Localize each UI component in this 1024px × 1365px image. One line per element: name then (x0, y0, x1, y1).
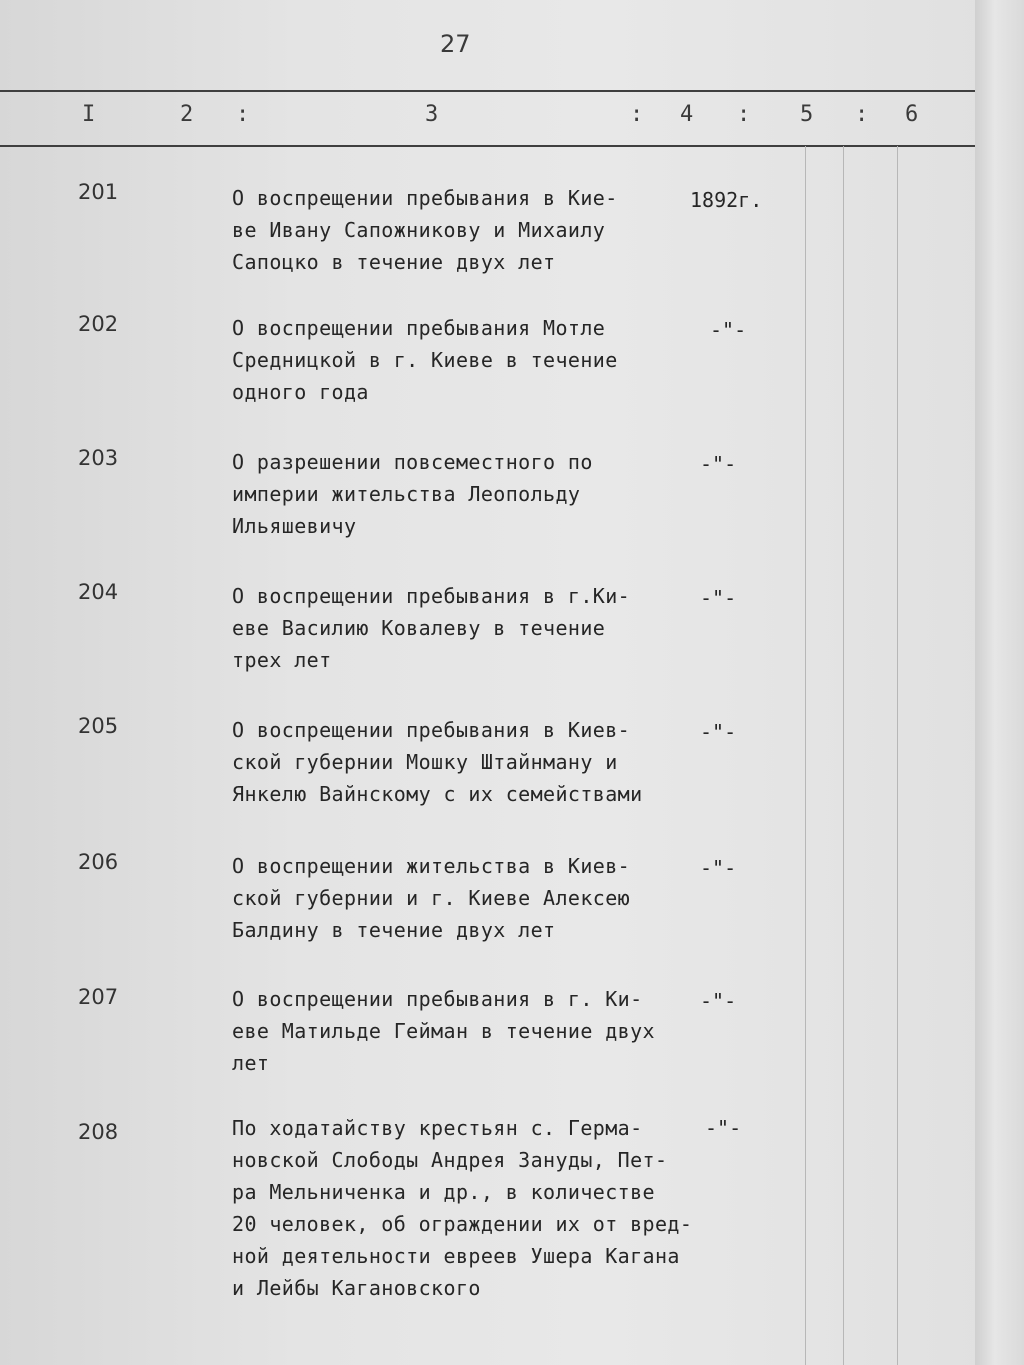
entry-text: О воспрещении пребывания в Киев- ской губернии Мошку Штайнману и Янкелю Вайнскому с их семействами (232, 718, 643, 806)
entry-text: О воспрещении пребывания в Кие- ве Ивану Сапожникову и Михаилу Сапоцко в течение двух лет (232, 186, 618, 274)
column-header-1: I (82, 102, 96, 127)
column-header-2: 2 (180, 102, 194, 127)
entry-text: О воспрещении жительства в Киев- ской губернии и г. Киеве Алексею Балдину в течение двух лет (232, 854, 631, 942)
entry-text: О воспрещении пребывания в г. Ки- еве Матильде Гейман в течение двух лет (232, 987, 655, 1075)
column-separator: : (855, 102, 869, 127)
header-top-rule (0, 90, 975, 92)
entry-text: О воспрещении пребывания в г.Ки- еве Василию Ковалеву в течение трех лет (232, 584, 631, 672)
entry-number: 201 (78, 180, 119, 204)
entry-number: 206 (78, 850, 119, 874)
column-divider (805, 146, 806, 1365)
column-header-3: 3 (425, 102, 439, 127)
column-header-6: 6 (905, 102, 919, 127)
column-header-4: 4 (680, 102, 694, 127)
entry-number: 203 (78, 446, 119, 470)
entry-date: -"- (700, 452, 737, 476)
column-divider (843, 146, 844, 1365)
column-separator: : (630, 102, 644, 127)
entry-number: 204 (78, 580, 119, 604)
entry-date: -"- (700, 720, 737, 744)
entry-date: -"- (700, 989, 737, 1013)
entry-date: -"- (710, 318, 747, 342)
entry-number: 202 (78, 312, 119, 336)
entry-text: О воспрещении пребывания Мотле Средницкой в г. Киеве в течение одного года (232, 316, 618, 404)
column-header-5: 5 (800, 102, 814, 127)
entry-number: 205 (78, 714, 119, 738)
entry-date: -"- (700, 856, 737, 880)
header-bottom-rule (0, 145, 975, 147)
entry-date: 1892г. (690, 188, 763, 212)
entry-text: По ходатайству крестьян с. Герма- новской Слободы Андрея Зануды, Пет- ра Мельниченка и др., в количестве 20 человек, об ограждении их от вред- ной деятельности евреев Ушера Кагана и Лейбы Кагановского (232, 1116, 693, 1300)
page-number: 27 (440, 30, 471, 58)
column-separator: : (737, 102, 751, 127)
entry-date: -"- (705, 1116, 742, 1140)
entry-text: О разрешении повсеместного по империи жительства Леопольду Ильяшевичу (232, 450, 593, 538)
entry-number: 208 (78, 1120, 119, 1144)
entry-date: -"- (700, 586, 737, 610)
page-edge (975, 0, 1024, 1365)
entry-number: 207 (78, 985, 119, 1009)
column-separator: : (236, 102, 250, 127)
column-divider (897, 146, 898, 1365)
